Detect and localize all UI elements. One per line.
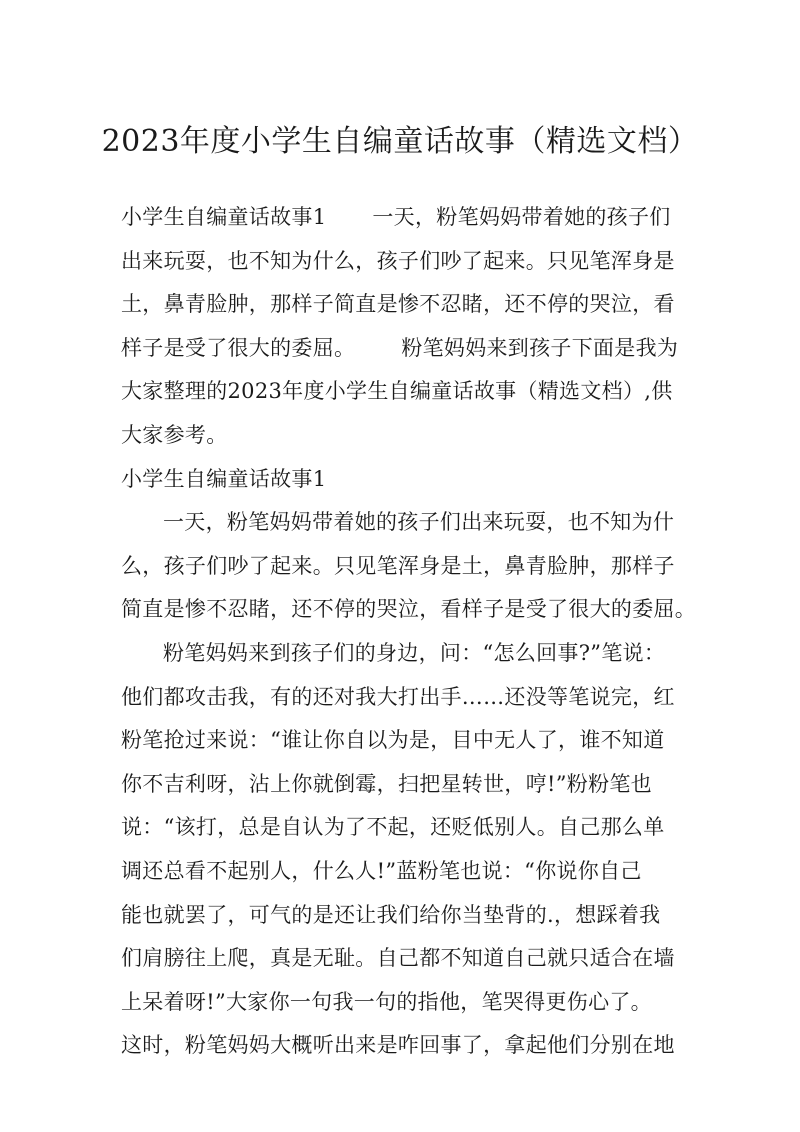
section-heading: 小学生自编童话故事1: [121, 466, 327, 491]
paragraph-line: 么，孩子们吵了起来。只见笔浑身是土，鼻青脸肿，那样子: [121, 553, 675, 578]
paragraph-line: 你不吉利呀，沾上你就倒霉，扫把星转世，哼!”粉粉笔也: [121, 771, 652, 796]
paragraph-line: 粉笔妈妈来到孩子们的身边，问：“怎么回事?”笔说：: [163, 640, 666, 665]
paragraph-line: 简直是惨不忍睹，还不停的哭泣，看样子是受了很大的委屈。: [121, 597, 697, 622]
summary-line: 大家整理的2023年度小学生自编童话故事（精选文档）,供: [121, 379, 673, 404]
summary-line: 样子是受了很大的委屈。 粉笔妈妈来到孩子下面是我为: [121, 335, 679, 360]
paragraph-line: 说：“该打，总是自认为了不起，还贬低别人。自己那么单: [121, 815, 665, 840]
summary-line: 大家参考。: [121, 422, 228, 447]
document-body: [121, 196, 697, 1068]
document-title: 2023年度小学生自编童话故事（精选文档）: [101, 124, 699, 159]
paragraph-line: 能也就罢了，可气的是还让我们给你当垫背的.，想踩着我: [121, 902, 661, 927]
paragraph-line: 这时，粉笔妈妈大概听出来是咋回事了，拿起他们分别在地: [121, 1033, 675, 1058]
summary-line: 出来玩耍，也不知为什么，孩子们吵了起来。只见笔浑身是: [121, 248, 675, 273]
paragraph-line: 粉笔抢过来说：“谁让你自以为是，目中无人了，谁不知道: [121, 728, 665, 753]
paragraph-line: 一天，粉笔妈妈带着她的孩子们出来玩耍，也不知为什: [163, 510, 675, 535]
paragraph-line: 们肩膀往上爬，真是无耻。自己都不知道自己就只适合在墙: [121, 946, 675, 971]
paragraph-line: 上呆着呀!”大家你一句我一句的指他，笔哭得更伤心了。: [121, 989, 652, 1014]
summary-line: 土，鼻青脸肿，那样子简直是惨不忍睹，还不停的哭泣，看: [121, 292, 675, 317]
paragraph-line: 他们都攻击我，有的还对我大打出手……还没等笔说完，红: [121, 684, 675, 709]
summary-line: 小学生自编童话故事1 一天，粉笔妈妈带着她的孩子们: [121, 205, 671, 229]
paragraph-line: 调还总看不起别人，什么人!”蓝粉笔也说：“你说你自己: [121, 858, 642, 883]
